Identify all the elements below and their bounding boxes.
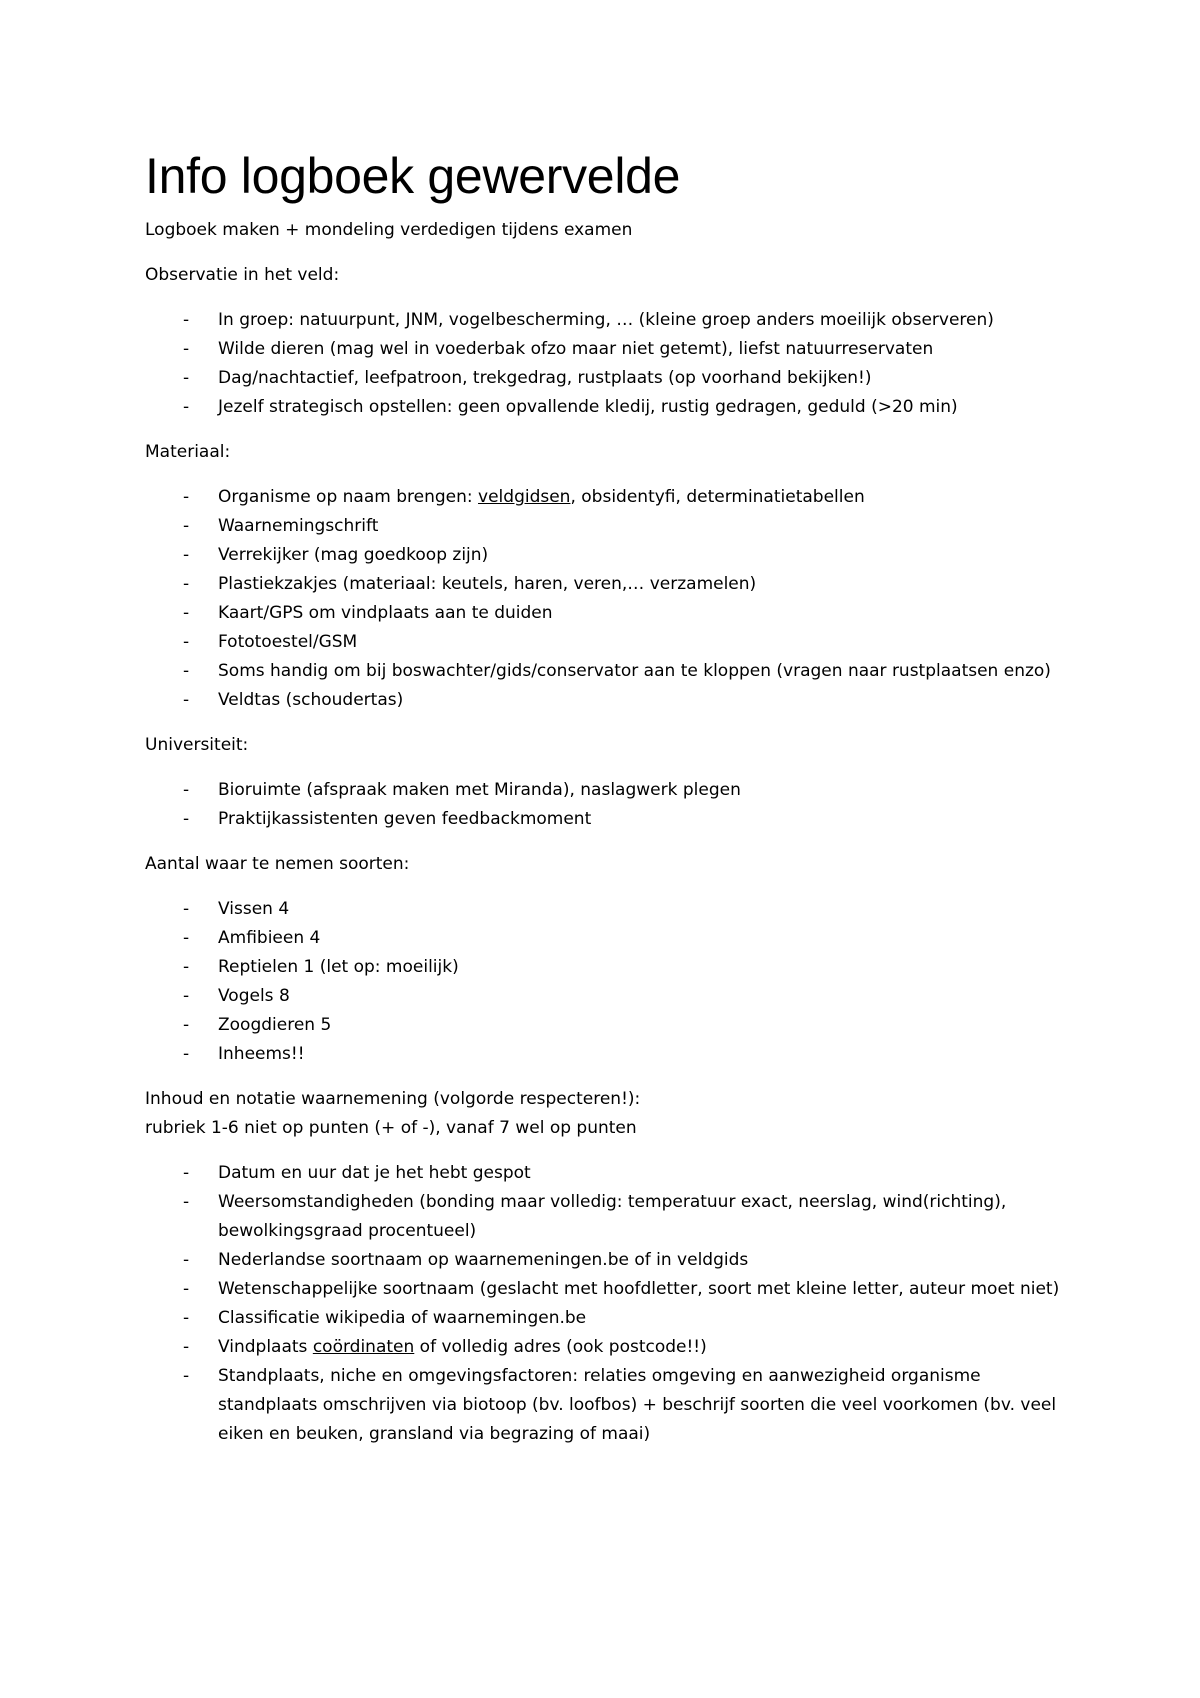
bullet-dash: - [183,545,190,565]
list-item: - Classificatie wikipedia of waarnemingen.be [145,1304,1065,1333]
bullet-dash: - [183,899,190,919]
bullet-dash: - [183,1337,190,1357]
underlined-text: coördinaten [312,1337,415,1357]
list-item: - Plastiekzakjes (materiaal: keutels, haren, veren,… verzamelen) [145,570,1065,599]
list-item: - Standplaats, niche en omgevingsfactoren: relaties omgeving en aanwezigheid organisme standplaats omschrijven via biotoop (bv. loofbos) + beschrijf soorten die veel voorkomen (bv. veel eiken en beuken, gransland via begrazing of maai) [145,1362,1065,1449]
list-item: - Kaart/GPS om vindplaats aan te duiden [145,599,1065,628]
section-heading-universiteit: Universiteit: [145,735,249,755]
list-item: - Organisme op naam brengen: veldgidsen, obsidentyfi, determinatietabellen [145,483,1065,512]
bullet-dash: - [183,1192,190,1212]
bullet-dash: - [183,1163,190,1183]
list-item: - Inheems!! [145,1040,1065,1069]
bullet-dash: - [183,603,190,623]
bullet-dash: - [183,487,190,507]
list-item: - Vogels 8 [145,982,1065,1011]
list-item: - Wetenschappelijke soortnaam (geslacht met hoofdletter, soort met kleine letter, auteur moet niet) [145,1275,1065,1304]
bullet-dash: - [183,339,190,359]
section-heading-observatie: Observatie in het veld: [145,265,340,285]
list-item: - Veldtas (schoudertas) [145,686,1065,715]
bullet-dash: - [183,809,190,829]
bullet-dash: - [183,986,190,1006]
section-heading-inhoud: Inhoud en notatie waarnemening (volgorde respecteren!): [145,1089,641,1109]
list-item: - Bioruimte (afspraak maken met Miranda), naslagwerk plegen [145,776,1065,805]
section-heading-aantal: Aantal waar te nemen soorten: [145,854,410,874]
list-item: - Datum en uur dat je het hebt gespot [145,1159,1065,1188]
list-item: - Verrekijker (mag goedkoop zijn) [145,541,1065,570]
bullet-dash: - [183,397,190,417]
bullet-dash: - [183,368,190,388]
list-observatie [145,306,1065,422]
bullet-dash: - [183,310,190,330]
list-item: - In groep: natuurpunt, JNM, vogelbescherming, … (kleine groep anders moeilijk observeren) [145,306,1065,335]
bullet-dash: - [183,690,190,710]
bullet-dash: - [183,1044,190,1064]
bullet-dash: - [183,632,190,652]
bullet-dash: - [183,516,190,536]
document-title: Info logboek gewervelde [145,148,681,204]
list-item: - Reptielen 1 (let op: moeilijk) [145,953,1065,982]
section-subheading-inhoud: rubriek 1-6 niet op punten (+ of -), vanaf 7 wel op punten [145,1118,637,1138]
bullet-dash: - [183,1279,190,1299]
list-item: - Vindplaats coördinaten of volledig adres (ook postcode!!) [145,1333,1065,1362]
list-item: - Wilde dieren (mag wel in voederbak ofzo maar niet getemt), liefst natuurreservaten [145,335,1065,364]
list-inhoud [145,1159,1065,1449]
section-heading-materiaal: Materiaal: [145,442,231,462]
list-item: - Dag/nachtactief, leefpatroon, trekgedrag, rustplaats (op voorhand bekijken!) [145,364,1065,393]
bullet-dash: - [183,928,190,948]
bullet-dash: - [183,1366,190,1386]
bullet-dash: - [183,1308,190,1328]
list-item: - Nederlandse soortnaam op waarnemeningen.be of in veldgids [145,1246,1065,1275]
list-item: - Jezelf strategisch opstellen: geen opvallende kledij, rustig gedragen, geduld (>20 min) [145,393,1065,422]
list-item: - Zoogdieren 5 [145,1011,1065,1040]
bullet-dash: - [183,780,190,800]
bullet-dash: - [183,574,190,594]
list-item: - Weersomstandigheden (bonding maar volledig: temperatuur exact, neerslag, wind(richting), bewolkingsgraad procentueel) [145,1188,1065,1246]
document-page [145,148,1065,1449]
bullet-dash: - [183,1250,190,1270]
list-item: - Fototoestel/GSM [145,628,1065,657]
bullet-dash: - [183,1015,190,1035]
list-item: - Praktijkassistenten geven feedbackmoment [145,805,1065,834]
bullet-dash: - [183,661,190,681]
list-universiteit [145,776,1065,834]
list-item: - Waarnemingschrift [145,512,1065,541]
bullet-dash: - [183,957,190,977]
underlined-text: veldgidsen [478,487,571,507]
list-aantal [145,895,1065,1069]
list-item: - Vissen 4 [145,895,1065,924]
list-item: - Amfibieen 4 [145,924,1065,953]
document-subtitle: Logboek maken + mondeling verdedigen tijdens examen [145,220,633,240]
list-materiaal [145,483,1065,715]
list-item: - Soms handig om bij boswachter/gids/conservator aan te kloppen (vragen naar rustplaatsen enzo) [145,657,1065,686]
